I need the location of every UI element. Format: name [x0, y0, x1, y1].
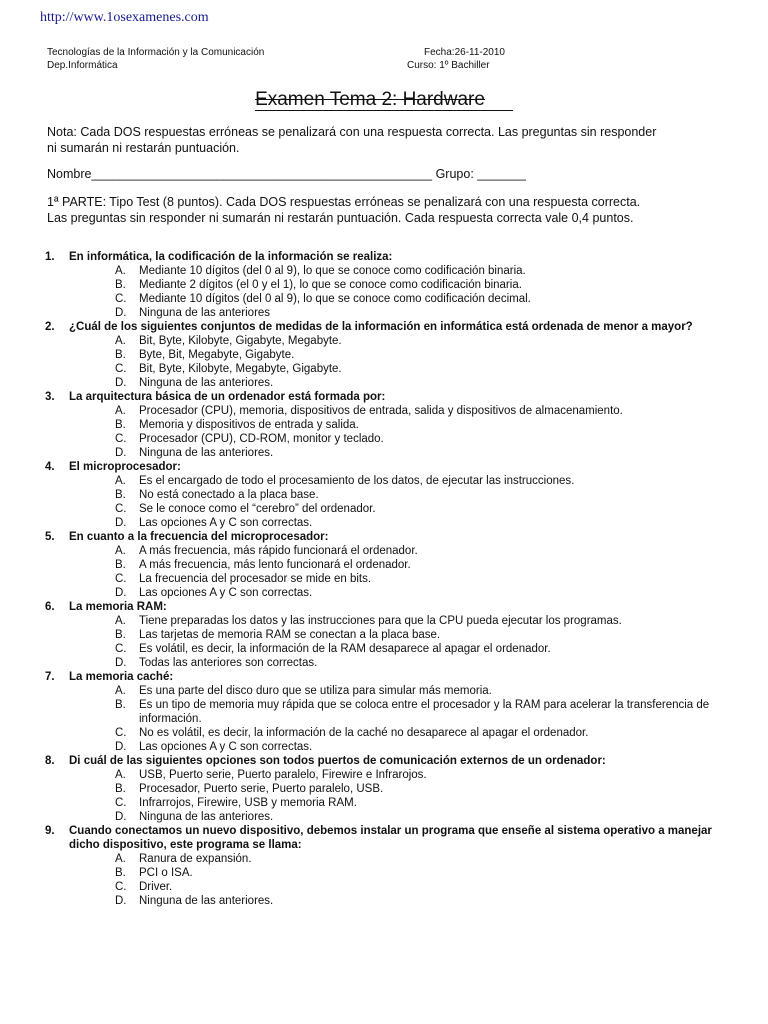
nota-paragraph: Nota: Cada DOS respuestas erróneas se penalizará con una respuesta correcta. Las preguntas sin responder ni sumarán ni restarán puntuación.	[47, 125, 657, 155]
name-group-line: Nombre_________________________________________________ Grupo: _______	[47, 167, 526, 181]
option-text: A más frecuencia, más rápido funcionará el ordenador.	[139, 545, 418, 557]
option-letter: A.	[115, 335, 126, 347]
question-text: Di cuál de las siguientes opciones son todos puertos de comunicación externos de un ordenador:	[69, 755, 606, 767]
question-text: En cuanto a la frecuencia del microprocesador:	[69, 531, 329, 543]
option-text: Ninguna de las anteriores.	[139, 895, 274, 907]
question	[45, 600, 725, 670]
question-number: 5.	[45, 531, 55, 543]
answer-option	[45, 810, 725, 824]
option-letter: D.	[115, 517, 127, 529]
answer-option	[45, 488, 725, 502]
option-text: Ninguna de las anteriores	[139, 307, 271, 319]
question-stem	[45, 530, 725, 544]
option-text: Se le conoce como el “cerebro” del ordenador.	[139, 503, 376, 515]
answer-option	[45, 656, 725, 670]
option-letter: B.	[115, 419, 126, 431]
option-letter: C.	[115, 363, 127, 375]
option-text: Todas las anteriores son correctas.	[139, 657, 318, 669]
question-text: El microprocesador:	[69, 461, 181, 473]
option-text: Mediante 10 dígitos (del 0 al 9), lo que se conoce como codificación binaria.	[139, 265, 526, 277]
answer-option	[45, 740, 725, 754]
answer-option	[45, 782, 725, 796]
question-stem	[45, 824, 725, 852]
question	[45, 460, 725, 530]
answer-option	[45, 348, 725, 362]
option-text: Byte, Bit, Megabyte, Gigabyte.	[139, 349, 295, 361]
option-text: Ranura de expansión.	[139, 853, 252, 865]
option-text: Bit, Byte, Kilobyte, Gigabyte, Megabyte.	[139, 335, 342, 347]
option-letter: A.	[115, 475, 126, 487]
answer-option	[45, 502, 725, 516]
question-text: La memoria caché:	[69, 671, 174, 683]
question-text: Cuando conectamos un nuevo dispositivo, debemos instalar un programa que enseñe al sistema operativo a manejar dicho dispositivo, este programa se llama:	[69, 825, 712, 851]
option-text: PCI o ISA.	[139, 867, 193, 879]
question-number: 8.	[45, 755, 55, 767]
option-letter: A.	[115, 769, 126, 781]
question-text: En informática, la codificación de la información se realiza:	[69, 251, 393, 263]
answer-option	[45, 404, 725, 418]
answer-option	[45, 446, 725, 460]
department-label: Dep.Informática	[47, 60, 118, 71]
option-letter: C.	[115, 727, 127, 739]
option-letter: D.	[115, 587, 127, 599]
question-stem	[45, 320, 725, 334]
question-number: 3.	[45, 391, 55, 403]
header-left	[47, 46, 264, 72]
option-letter: B.	[115, 699, 126, 711]
option-letter: C.	[115, 503, 127, 515]
option-letter: C.	[115, 881, 127, 893]
option-letter: A.	[115, 615, 126, 627]
option-text: Mediante 10 dígitos (del 0 al 9), lo que se conoce como codificación decimal.	[139, 293, 531, 305]
option-text: No es volátil, es decir, la información de la caché no desaparece al apagar el ordenador.	[139, 727, 589, 739]
option-letter: B.	[115, 489, 126, 501]
option-letter: D.	[115, 811, 127, 823]
option-text: Tiene preparadas los datos y las instrucciones para que la CPU pueda ejecutar los programas.	[139, 615, 622, 627]
question	[45, 530, 725, 600]
answer-option	[45, 264, 725, 278]
parte-paragraph: 1ª PARTE: Tipo Test (8 puntos). Cada DOS respuestas erróneas se penalizará con una respuesta correcta. Las preguntas sin responder ni sumarán ni restarán puntuación. Cada respuesta correcta vale 0,4 puntos.	[47, 195, 641, 225]
answer-option	[45, 516, 725, 530]
option-text: USB, Puerto serie, Puerto paralelo, Firewire e Infrarojos.	[139, 769, 427, 781]
source-url[interactable]: http://www.1osexamenes.com	[40, 10, 209, 25]
exam-title: Examen Tema 2: Hardware	[0, 89, 768, 111]
option-letter: B.	[115, 279, 126, 291]
answer-option	[45, 544, 725, 558]
option-text: Infrarrojos, Firewire, USB y memoria RAM.	[139, 797, 357, 809]
option-text: A más frecuencia, más lento funcionará el ordenador.	[139, 559, 411, 571]
answer-option	[45, 558, 725, 572]
question	[45, 824, 725, 908]
option-letter: D.	[115, 447, 127, 459]
option-letter: C.	[115, 433, 127, 445]
question-list	[45, 250, 725, 908]
option-text: Driver.	[139, 881, 173, 893]
question-stem	[45, 600, 725, 614]
option-text: Es volátil, es decir, la información de la RAM desaparece al apagar el ordenador.	[139, 643, 551, 655]
option-letter: A.	[115, 853, 126, 865]
question	[45, 320, 725, 390]
answer-option	[45, 278, 725, 292]
option-letter: D.	[115, 741, 127, 753]
option-letter: A.	[115, 685, 126, 697]
option-text: Es una parte del disco duro que se utiliza para simular más memoria.	[139, 685, 492, 697]
option-text: Procesador (CPU), CD-ROM, monitor y teclado.	[139, 433, 384, 445]
answer-option	[45, 292, 725, 306]
option-text: Ninguna de las anteriores.	[139, 447, 274, 459]
answer-option	[45, 852, 725, 866]
option-text: La frecuencia del procesador se mide en bits.	[139, 573, 372, 585]
option-letter: D.	[115, 895, 127, 907]
answer-option	[45, 768, 725, 782]
answer-option	[45, 418, 725, 432]
option-text: Procesador, Puerto serie, Puerto paralelo, USB.	[139, 783, 384, 795]
course-label: Curso: 1º Bachiller	[407, 60, 490, 71]
option-text: Las tarjetas de memoria RAM se conectan a la placa base.	[139, 629, 441, 641]
answer-option	[45, 362, 725, 376]
option-letter: C.	[115, 293, 127, 305]
option-letter: C.	[115, 797, 127, 809]
option-letter: A.	[115, 265, 126, 277]
answer-option	[45, 376, 725, 390]
question	[45, 250, 725, 320]
answer-option	[45, 628, 725, 642]
question-number: 4.	[45, 461, 55, 473]
answer-option	[45, 614, 725, 628]
question-text: ¿Cuál de los siguientes conjuntos de medidas de la información en informática está ordenada de menor a mayor?	[69, 321, 693, 333]
option-letter: B.	[115, 867, 126, 879]
option-letter: C.	[115, 643, 127, 655]
option-text: Las opciones A y C son correctas.	[139, 741, 313, 753]
option-text: Ninguna de las anteriores.	[139, 811, 274, 823]
option-text: Es un tipo de memoria muy rápida que se coloca entre el procesador y la RAM para acelerar la transferencia de información.	[139, 699, 710, 725]
answer-option	[45, 894, 725, 908]
answer-option	[45, 880, 725, 894]
question-number: 7.	[45, 671, 55, 683]
option-text: Bit, Byte, Kilobyte, Megabyte, Gigabyte.	[139, 363, 342, 375]
answer-option	[45, 698, 725, 726]
option-letter: A.	[115, 405, 126, 417]
question-number: 9.	[45, 825, 55, 837]
option-letter: B.	[115, 629, 126, 641]
option-text: Mediante 2 dígitos (el 0 y el 1), lo que se conoce como codificación binaria.	[139, 279, 522, 291]
option-letter: D.	[115, 307, 127, 319]
answer-option	[45, 334, 725, 348]
question-stem	[45, 390, 725, 404]
answer-option	[45, 586, 725, 600]
option-text: No está conectado a la placa base.	[139, 489, 319, 501]
answer-option	[45, 866, 725, 880]
question-stem	[45, 460, 725, 474]
question	[45, 390, 725, 460]
option-letter: D.	[115, 657, 127, 669]
answer-option	[45, 796, 725, 810]
option-text: Las opciones A y C son correctas.	[139, 517, 313, 529]
answer-option	[45, 432, 725, 446]
question-stem	[45, 670, 725, 684]
question-text: La arquitectura básica de un ordenador está formada por:	[69, 391, 386, 403]
option-text: Ninguna de las anteriores.	[139, 377, 274, 389]
option-letter: B.	[115, 349, 126, 361]
option-text: Es el encargado de todo el procesamiento de los datos, de ejecutar las instrucciones.	[139, 475, 575, 487]
header-right	[407, 46, 505, 72]
subject-label: Tecnologías de la Información y la Comunicación	[47, 47, 265, 58]
option-text: Memoria y dispositivos de entrada y salida.	[139, 419, 359, 431]
question-text: La memoria RAM:	[69, 601, 167, 613]
question-stem	[45, 754, 725, 768]
option-text: Las opciones A y C son correctas.	[139, 587, 313, 599]
option-letter: B.	[115, 559, 126, 571]
option-letter: C.	[115, 573, 127, 585]
option-letter: B.	[115, 783, 126, 795]
answer-option	[45, 642, 725, 656]
answer-option	[45, 306, 725, 320]
option-letter: D.	[115, 377, 127, 389]
question	[45, 754, 725, 824]
date-label: Fecha:26-11-2010	[424, 47, 505, 58]
option-text: Procesador (CPU), memoria, dispositivos de entrada, salida y dispositivos de almacenamiento.	[139, 405, 623, 417]
question	[45, 670, 725, 754]
answer-option	[45, 474, 725, 488]
question-number: 2.	[45, 321, 55, 333]
option-letter: A.	[115, 545, 126, 557]
question-stem	[45, 250, 725, 264]
question-number: 1.	[45, 251, 55, 263]
answer-option	[45, 726, 725, 740]
answer-option	[45, 684, 725, 698]
question-number: 6.	[45, 601, 55, 613]
answer-option	[45, 572, 725, 586]
